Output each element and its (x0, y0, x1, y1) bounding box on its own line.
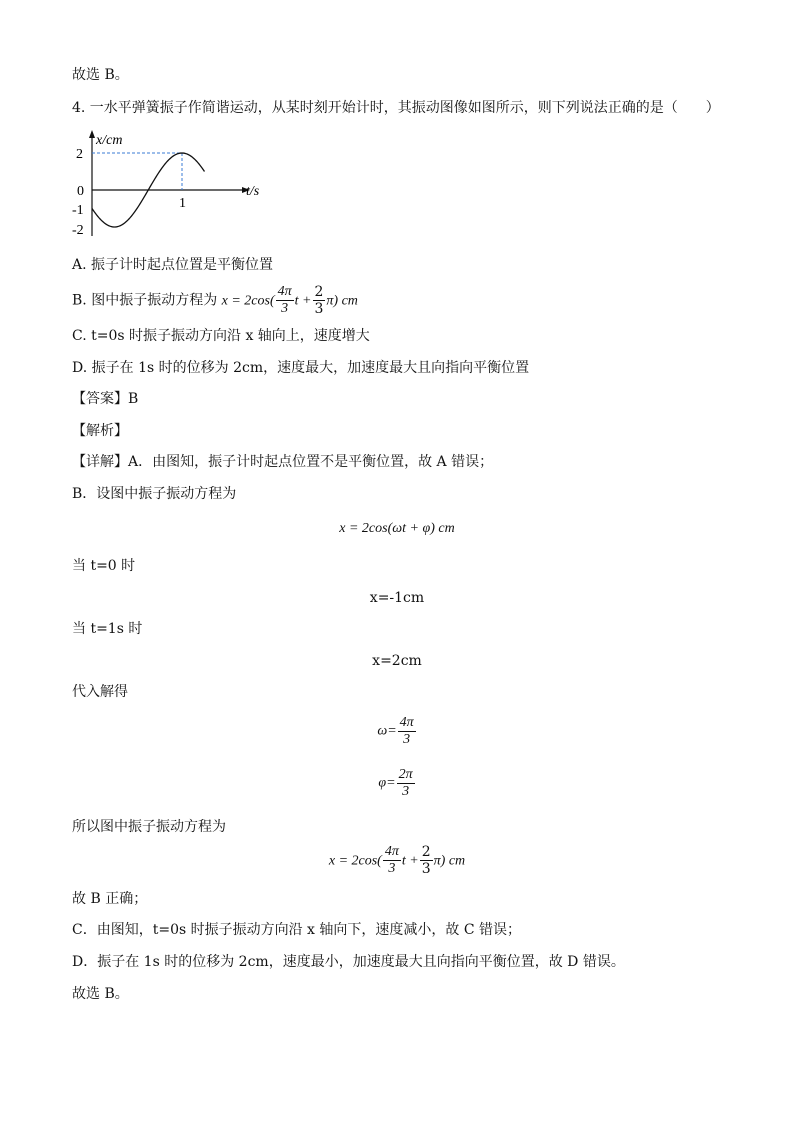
y-axis-arrow (89, 130, 95, 138)
final-answer: 故选 B。 (72, 986, 129, 1002)
option-b-frac1: $\frac{4\pi}{3}$ (277, 284, 292, 316)
detail-a: 【详解】A．由图知，振子计时起点位置不是平衡位置，故 A 错误； (72, 454, 494, 470)
option-d: D. 振子在 1s 时的位移为 2cm，速度最大，加速度最大且向指向平衡位置 (72, 360, 530, 376)
tick-label-2: 2 (76, 147, 83, 162)
final-frac1: $\frac{4\pi}{3}$ (384, 844, 399, 876)
final-equation (0, 844, 794, 878)
phi-result (0, 767, 794, 800)
phi-lhs: φ= (378, 775, 396, 791)
phi-frac: $\frac{2\pi}{3}$ (398, 767, 413, 799)
final-eq-end: π) cm (433, 853, 466, 869)
detail-b-intro: B．设图中振子振动方程为 (72, 486, 237, 502)
option-b-end: π) cm (326, 293, 358, 309)
tick-label-minus1: -1 (72, 203, 84, 218)
analysis-label: 【解析】 (72, 423, 128, 439)
option-b-eq-left: x = 2cos( (221, 293, 275, 309)
detail-c: C．由图知，t=0s 时振子振动方向沿 x 轴向下，速度减小，故 C 错误； (72, 922, 522, 938)
final-eq-left: x = 2cos( (328, 853, 382, 869)
final-eq-mid: t + (401, 853, 419, 869)
y-axis-label: x/cm (96, 133, 123, 148)
tick-label-minus2: -2 (72, 223, 84, 238)
vibration-graph (70, 128, 290, 240)
detail-d: D．振子在 1s 时的位移为 2cm，速度最小，加速度最大且向指向平衡位置，故 D 错误。 (72, 954, 625, 970)
so-equation-text: 所以图中振子振动方程为 (72, 819, 226, 835)
equation-t1: x=2cm (372, 653, 422, 669)
prev-conclusion: 故选 B。 (72, 67, 129, 83)
when-t1: 当 t=1s 时 (72, 621, 143, 637)
equation-general: x = 2cos(ωt + φ) cm (339, 521, 455, 536)
omega-result (0, 715, 794, 748)
option-b-frac2: $\frac{2}{3}$ (314, 284, 324, 317)
answer-label: 【答案】B (72, 391, 139, 407)
option-b (72, 284, 358, 318)
tick-label-0: 0 (77, 184, 84, 199)
x-axis-label: t/s (246, 184, 260, 199)
final-frac2: $\frac{2}{3}$ (421, 844, 431, 877)
option-c: C. t=0s 时振子振动方向沿 x 轴向上，速度增大 (72, 328, 370, 344)
option-b-mid: t + (294, 293, 312, 309)
question-stem: 4. 一水平弹簧振子作简谐运动，从某时刻开始计时，其振动图像如图所示，则下列说法正确的是（ ） (72, 100, 720, 116)
option-b-prefix: B. 图中振子振动方程为 (72, 292, 222, 309)
b-correct: 故 B 正确； (72, 891, 148, 907)
omega-lhs: ω= (377, 723, 397, 739)
omega-frac: $\frac{4\pi}{3}$ (399, 715, 414, 747)
option-a: A. 振子计时起点位置是平衡位置 (72, 257, 274, 273)
tick-label-1: 1 (179, 196, 186, 211)
substitute-text: 代入解得 (72, 684, 128, 700)
when-t0: 当 t=0 时 (72, 558, 136, 574)
equation-t0: x=-1cm (369, 590, 425, 606)
